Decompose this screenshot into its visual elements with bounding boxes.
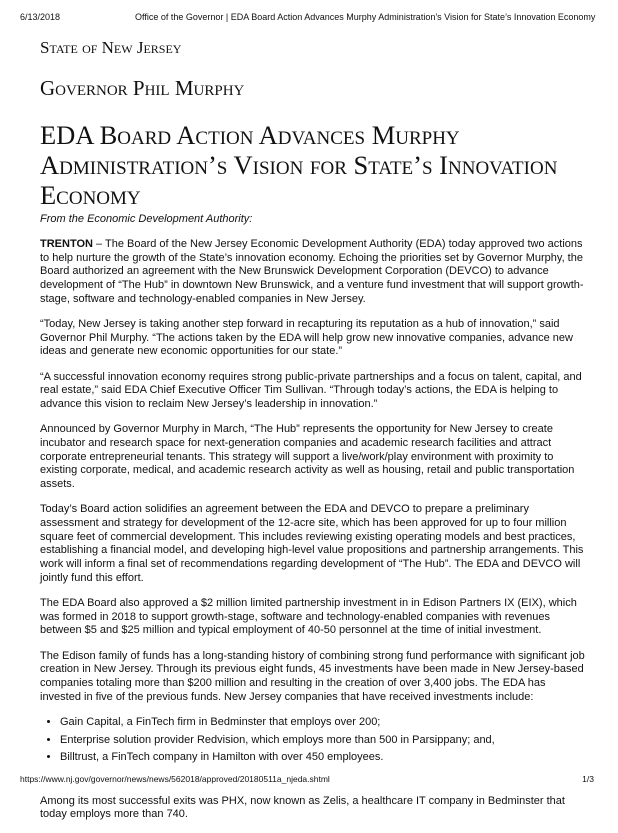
paragraph-hub-announcement: Announced by Governor Murphy in March, “The Hub” represents the opportunity for New Jersey to create incubator and research space for next-generation companies and academic research facilities and attract corporate entrepreneurial tenants. This strategy will support a live/work/play environment with proximity to existing corporate, medical, and academic research activity as well as housing, retail and public transportation assets. (40, 423, 575, 491)
article-headline: EDA Board Action Advances Murphy Administration’s Vision for State’s Innovation Economy (40, 120, 558, 210)
print-url: https://www.nj.gov/governor/news/news/562018/approved/20180511a_njeda.shtml (20, 774, 330, 784)
print-page-title: Office of the Governor | EDA Board Action Advances Murphy Administration’s Vision for State’s Innovation Economy (135, 12, 596, 22)
state-name-link[interactable]: State of New Jersey (40, 38, 182, 57)
investment-list (40, 716, 588, 765)
paragraph-investment: The EDA Board also approved a $2 million limited partnership investment in in Edison Partners IX (EIX), which was formed in 2018 to support growth-stage, software and technology-enabled companies with revenues between $5 and $25 million and typical employment of 40-50 personnel at the time of initial investment. (40, 596, 577, 637)
paragraph-closing: Among its most successful exits was PHX, now known as Zelis, a healthcare IT company in Bedminster that today employs more than 740. (40, 794, 565, 821)
article-body (40, 238, 588, 833)
governor-name-link[interactable]: Governor Phil Murphy (40, 76, 245, 100)
paragraph-ceo-quote: “A successful innovation economy requires strong public-private partnerships and a focus on talent, capital, and real estate,” said EDA Chief Executive Officer Tim Sullivan. “Through today’s actions, the EDA is helping to advance this vision to reclaim New Jersey’s leadership in innovation.” (40, 370, 582, 411)
article-byline: From the Economic Development Authority: (40, 213, 253, 225)
list-item: • Enterprise solution provider Redvision, which employs more than 500 in Parsippany; and, (60, 734, 588, 748)
list-item: • Gain Capital, a FinTech firm in Bedminster that employs over 200; (60, 716, 588, 730)
intro-text: – The Board of the New Jersey Economic Development Authority (EDA) today approved two actions to help nurture the growth of the State’s innovation economy. Echoing the priorities set by Governor Murphy, the Board authorized an agreement with the New Brunswick Development Corporation (DEVCO) to advance development of “The Hub” in downtown New Brunswick, and a venture fund investment that will support growth-stage, software and technology-enabled companies in New Jersey. (40, 238, 584, 305)
paragraph-governor-quote: “Today, New Jersey is taking another step forward in recapturing its reputation as a hub of innovation,” said Governor Phil Murphy. “The actions taken by the EDA will help grow new innovative companies, advance new ideas and generate new economic opportunities for our state.” (40, 318, 573, 358)
paragraph-edison-funds: The Edison family of funds has a long-standing history of combining strong fund performance with significant job creation in New Jersey. Through its previous eight funds, 45 investments have been made in New Jersey-based companies totaling more than $200 million and resulting in the creation of over 3,400 jobs. The EDA has invested in five of the previous funds. New Jersey companies that have received investments include: (40, 649, 585, 703)
paragraph-board-action: Today’s Board action solidifies an agreement between the EDA and DEVCO to prepare a preliminary assessment and strategy for development of the 12-acre site, which has been approved for up to four million square feet of commercial development. This includes reviewing existing operating models and best practices, establishing a financial model, and developing high-level value propositions and partnership arrangements. This work will inform a final set of recommendations regarding development of “The Hub”. The EDA and DEVCO will jointly fund this effort. (40, 503, 584, 584)
paragraph-intro (40, 238, 588, 307)
print-page-number: 1/3 (582, 774, 594, 784)
dateline: TRENTON (40, 238, 93, 250)
print-date: 6/13/2018 (20, 12, 61, 22)
list-item: • Billtrust, a FinTech company in Hamilton with over 450 employees. (60, 751, 588, 765)
